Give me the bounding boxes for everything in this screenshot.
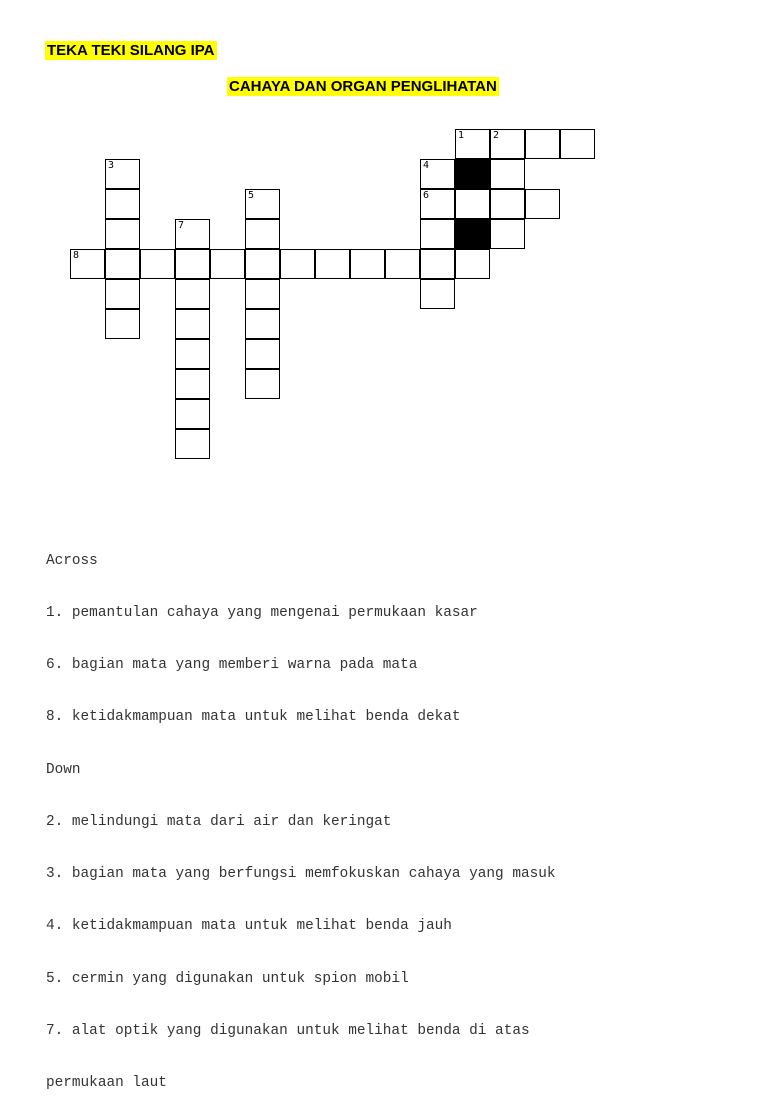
crossword-cell[interactable] bbox=[245, 219, 280, 249]
crossword-cell[interactable] bbox=[105, 189, 140, 219]
crossword-cell[interactable] bbox=[245, 279, 280, 309]
clue-number: 5 bbox=[248, 190, 255, 201]
crossword-blocked-cell bbox=[455, 159, 490, 189]
crossword-cell[interactable] bbox=[455, 249, 490, 279]
crossword-cell[interactable] bbox=[175, 309, 210, 339]
page-title: TEKA TEKI SILANG IPA bbox=[47, 42, 215, 59]
crossword-cell[interactable] bbox=[245, 369, 280, 399]
clue-number: 2 bbox=[493, 130, 500, 141]
crossword-cell[interactable] bbox=[175, 219, 210, 249]
down-clue: 4. ketidakmampuan mata untuk melihat benda jauh bbox=[46, 918, 452, 935]
clues-section bbox=[46, 518, 746, 1110]
crossword-cell[interactable] bbox=[490, 159, 525, 189]
crossword-cell[interactable] bbox=[245, 309, 280, 339]
across-clue: 6. bagian mata yang memberi warna pada mata bbox=[46, 657, 418, 674]
crossword-cell[interactable] bbox=[525, 189, 560, 219]
crossword-cell[interactable] bbox=[420, 279, 455, 309]
crossword-cell[interactable] bbox=[105, 309, 140, 339]
crossword-cell[interactable] bbox=[245, 249, 280, 279]
crossword-cell[interactable] bbox=[420, 159, 455, 189]
clue-number: 1 bbox=[458, 130, 465, 141]
crossword-cell[interactable] bbox=[105, 159, 140, 189]
crossword-cell[interactable] bbox=[105, 249, 140, 279]
crossword-cell[interactable] bbox=[385, 249, 420, 279]
down-clue-continuation: permukaan laut bbox=[46, 1075, 167, 1091]
crossword-cell[interactable] bbox=[175, 399, 210, 429]
clue-number: 6 bbox=[423, 190, 430, 201]
crossword-cell[interactable] bbox=[525, 129, 560, 159]
crossword-cell[interactable] bbox=[70, 249, 105, 279]
crossword-cell[interactable] bbox=[350, 249, 385, 279]
across-clue: 8. ketidakmampuan mata untuk melihat benda dekat bbox=[46, 709, 461, 726]
page-subtitle: CAHAYA DAN ORGAN PENGLIHATAN bbox=[229, 78, 497, 95]
crossword-cell[interactable] bbox=[105, 219, 140, 249]
crossword-cell[interactable] bbox=[490, 219, 525, 249]
crossword-blocked-cell bbox=[455, 219, 490, 249]
crossword-cell[interactable] bbox=[315, 249, 350, 279]
down-clue: 5. cermin yang digunakan untuk spion mobil bbox=[46, 970, 409, 987]
crossword-cell[interactable] bbox=[245, 339, 280, 369]
clue-number: 3 bbox=[108, 160, 115, 171]
across-clue: 1. pemantulan cahaya yang mengenai permukaan kasar bbox=[46, 605, 478, 622]
crossword-cell[interactable] bbox=[210, 249, 245, 279]
crossword-cell[interactable] bbox=[490, 129, 525, 159]
crossword-cell[interactable] bbox=[175, 369, 210, 399]
crossword-cell[interactable] bbox=[175, 429, 210, 459]
crossword-cell[interactable] bbox=[455, 189, 490, 219]
crossword-cell[interactable] bbox=[560, 129, 595, 159]
down-clue: 3. bagian mata yang berfungsi memfokuskan cahaya yang masuk bbox=[46, 866, 556, 883]
crossword-cell[interactable] bbox=[280, 249, 315, 279]
crossword-cell[interactable] bbox=[175, 249, 210, 279]
across-heading: Across bbox=[46, 552, 98, 569]
crossword-cell[interactable] bbox=[245, 189, 280, 219]
crossword-cell[interactable] bbox=[420, 219, 455, 249]
clue-number: 7 bbox=[178, 220, 185, 231]
crossword-cell[interactable] bbox=[140, 249, 175, 279]
down-heading: Down bbox=[46, 761, 81, 778]
down-clue: 2. melindungi mata dari air dan keringat bbox=[46, 813, 392, 830]
crossword-cell[interactable] bbox=[105, 279, 140, 309]
clue-number: 4 bbox=[423, 160, 430, 171]
clue-number: 8 bbox=[73, 250, 80, 261]
crossword-cell[interactable] bbox=[420, 249, 455, 279]
crossword-cell[interactable] bbox=[455, 129, 490, 159]
crossword-cell[interactable] bbox=[420, 189, 455, 219]
crossword-cell[interactable] bbox=[175, 339, 210, 369]
down-clue: 7. alat optik yang digunakan untuk melihat benda di atas bbox=[46, 1022, 530, 1039]
crossword-cell[interactable] bbox=[175, 279, 210, 309]
crossword-cell[interactable] bbox=[490, 189, 525, 219]
